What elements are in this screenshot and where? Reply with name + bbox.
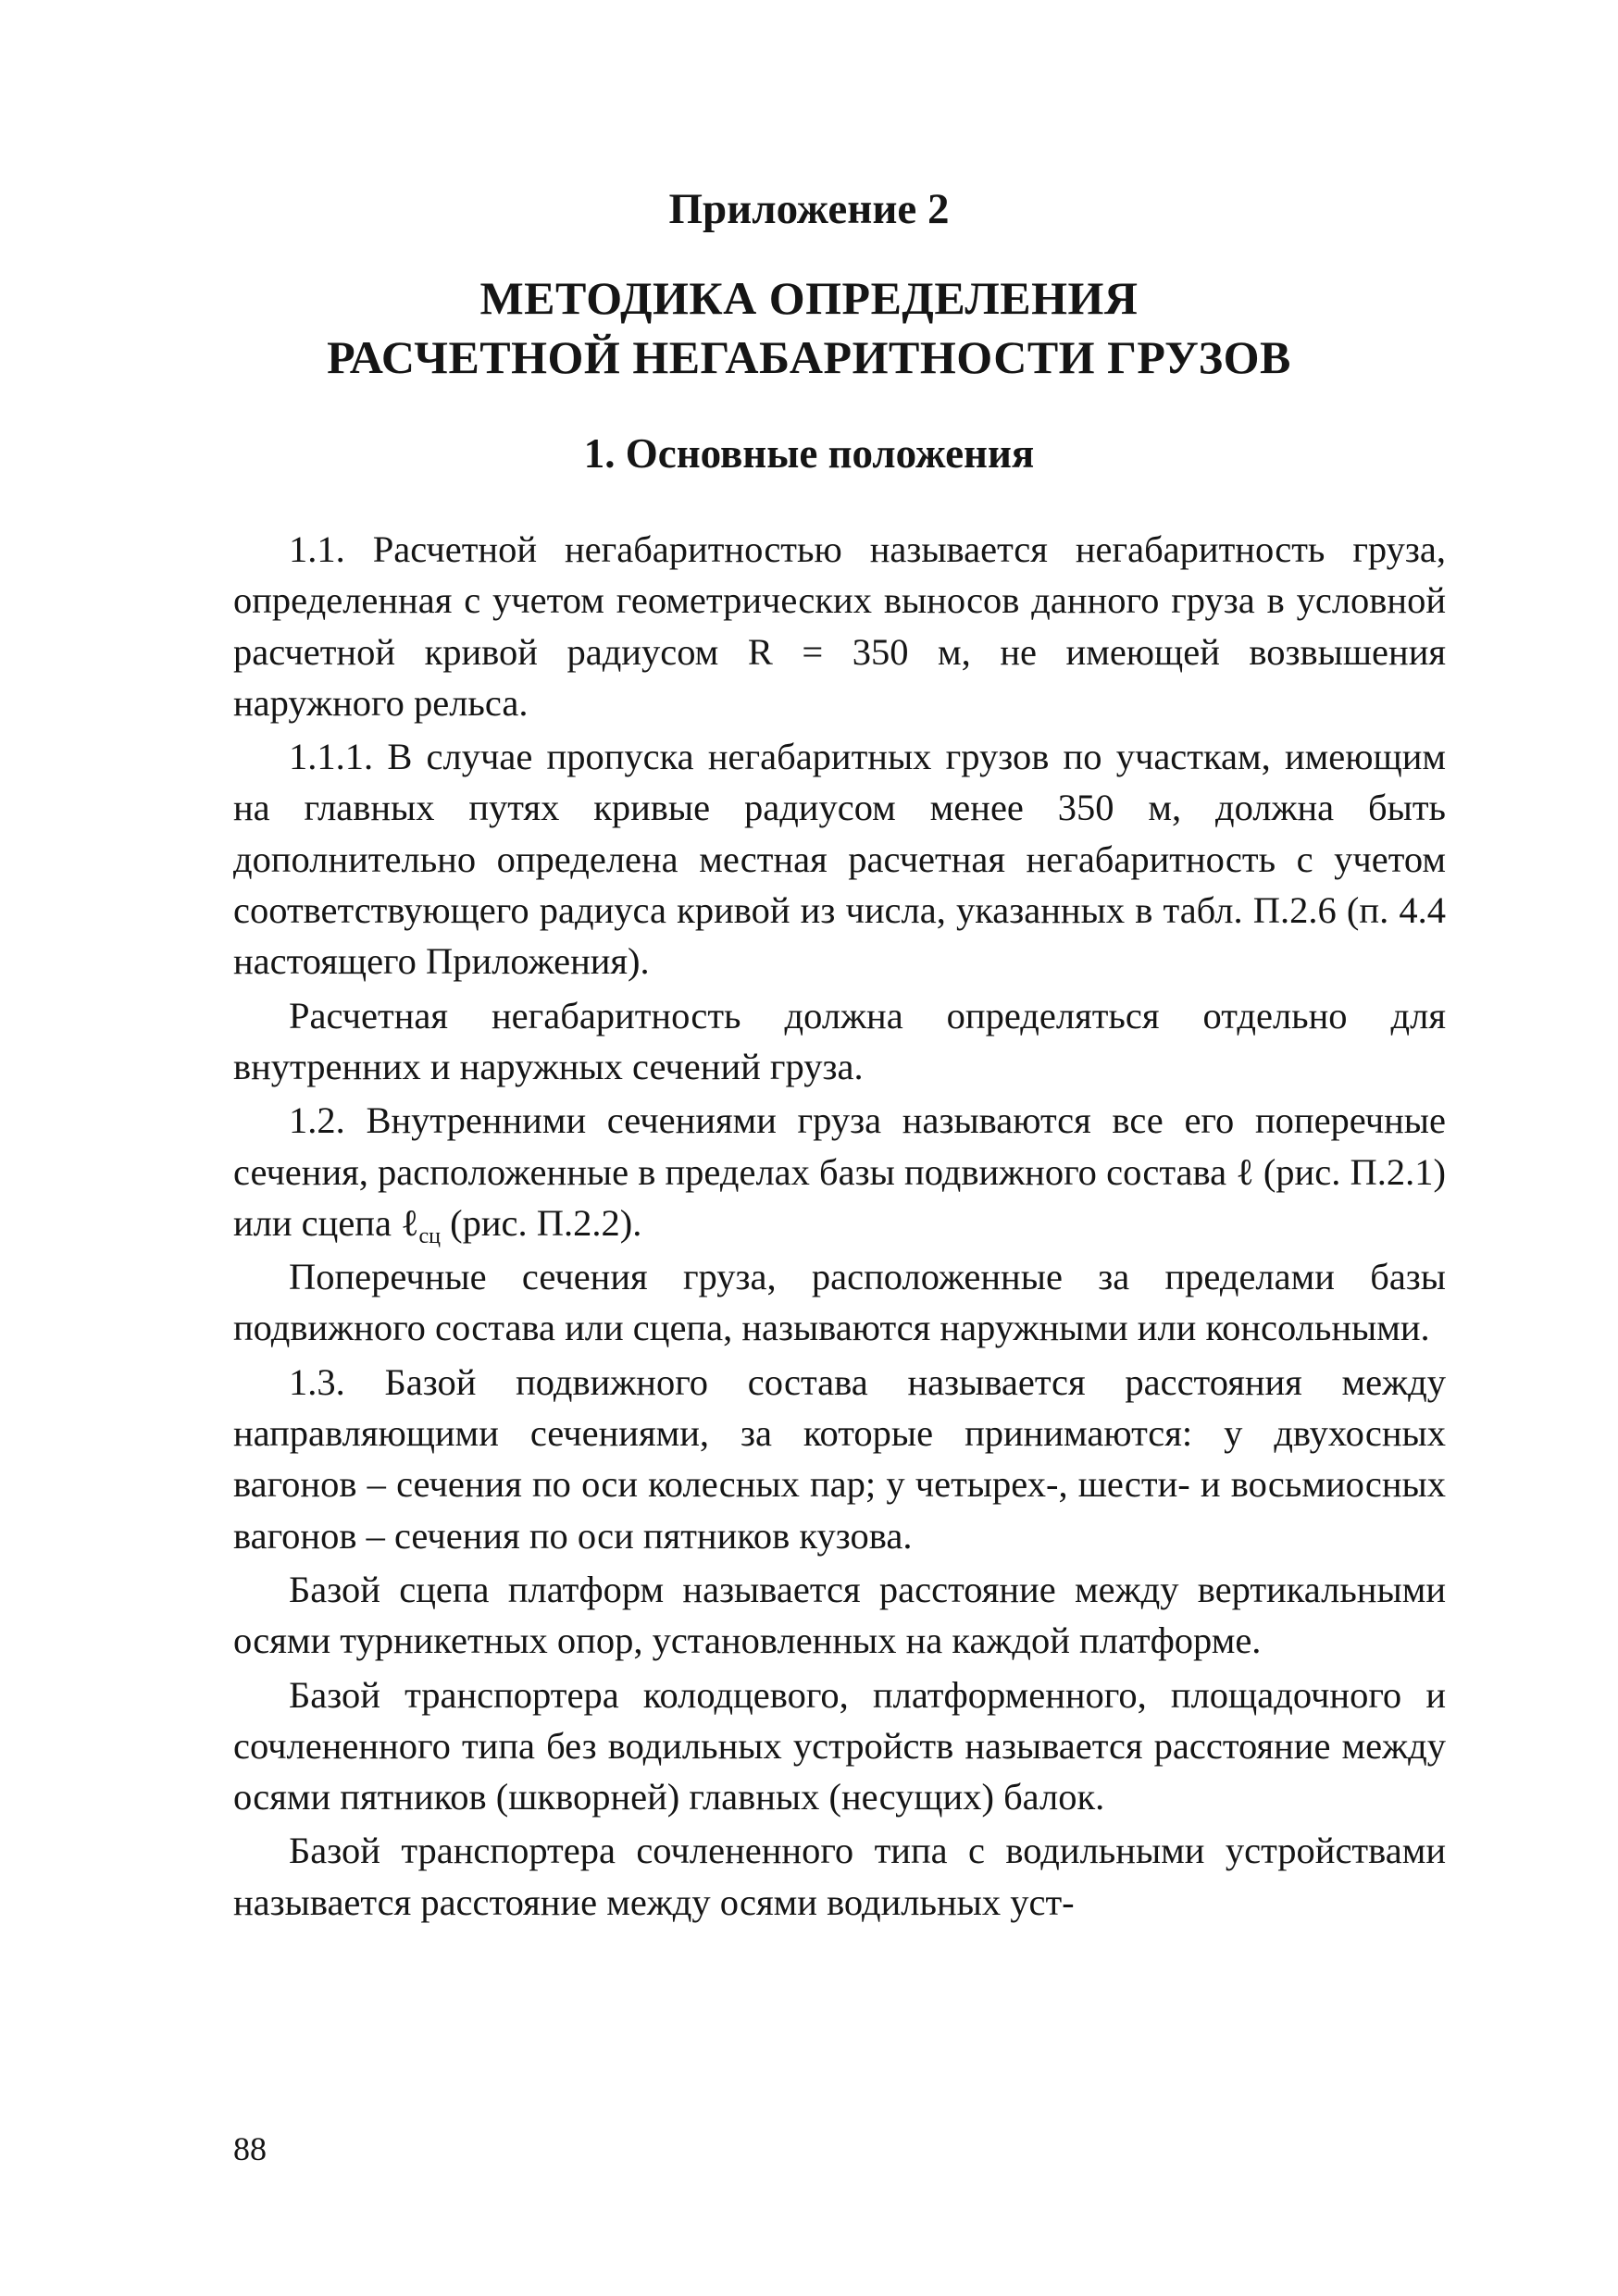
paragraph-1-1-1: 1.1.1. В случае пропуска негабаритных грузов по участкам, имеющим на главных путях кривые радиусом менее 350 м, должна быть дополнительно определена местная расчетная негабаритность с учетом соответствующего радиуса кривой из числа, указанных в табл. П.2.6 (п. 4.4 настоящего Приложения). bbox=[233, 736, 1446, 983]
paragraph-calc-sections: Расчетная негабаритность должна определяться отдельно для внутренних и наружных сечений груза. bbox=[233, 994, 1446, 1087]
section-heading: 1. Основные положения bbox=[583, 430, 1035, 477]
title-line-2: РАСЧЕТНОЙ НЕГАБАРИТНОСТИ ГРУЗОВ bbox=[327, 331, 1291, 383]
paragraph-1-2 bbox=[233, 1095, 1446, 1248]
coupling-subscript: сц bbox=[418, 1223, 441, 1248]
title-line-1: МЕТОДИКА ОПРЕДЕЛЕНИЯ bbox=[479, 272, 1139, 324]
paragraph-outer-sections: Поперечные сечения груза, расположенные за пределами базы подвижного состава или сцепа, называются наружными или консольными. bbox=[233, 1256, 1446, 1349]
paragraph-1-1: 1.1. Расчетной негабаритностью называется негабаритность груза, определенная с учетом геометрических выносов данного груза в условной расчетной кривой радиусом R = 350 м, не имеющей возвышения наружного рельса. bbox=[233, 528, 1446, 724]
page-number: 88 bbox=[233, 2130, 267, 2167]
appendix-label: Приложение 2 bbox=[668, 185, 950, 233]
paragraph-1-2-text: 1.2. Внутренними сечениями груза называются все его поперечные сечения, расположенные в пределах базы подвижного состава ℓ (рис. П.2.1) или сцепа ℓ bbox=[233, 1099, 1446, 1244]
body-text bbox=[233, 524, 1446, 1930]
paragraph-coupling-base: Базой сцепа платформ называется расстояние между вертикальными осями турникетных опор, установленных на каждой платформе. bbox=[233, 1568, 1446, 1662]
paragraph-1-2-tail: (рис. П.2.2). bbox=[440, 1201, 642, 1244]
paragraph-transporter-base: Базой транспортера колодцевого, платформенного, площадочного и сочлененного типа без водильных устройств называется расстояние между осями пятников (шкворней) главных (несущих) балок. bbox=[233, 1673, 1446, 1818]
paragraph-articulated-transporter: Базой транспортера сочлененного типа с водильными устройствами называется расстояние между осями водильных уст- bbox=[233, 1830, 1446, 1923]
page-title bbox=[0, 268, 1618, 387]
paragraph-1-3: 1.3. Базой подвижного состава называется расстояния между направляющими сечениями, за которые принимаются: у двухосных вагонов – сечения по оси колесных пар; у четырех-, шести- и восьмиосных вагонов – сечения по оси пятников кузова. bbox=[233, 1360, 1446, 1557]
